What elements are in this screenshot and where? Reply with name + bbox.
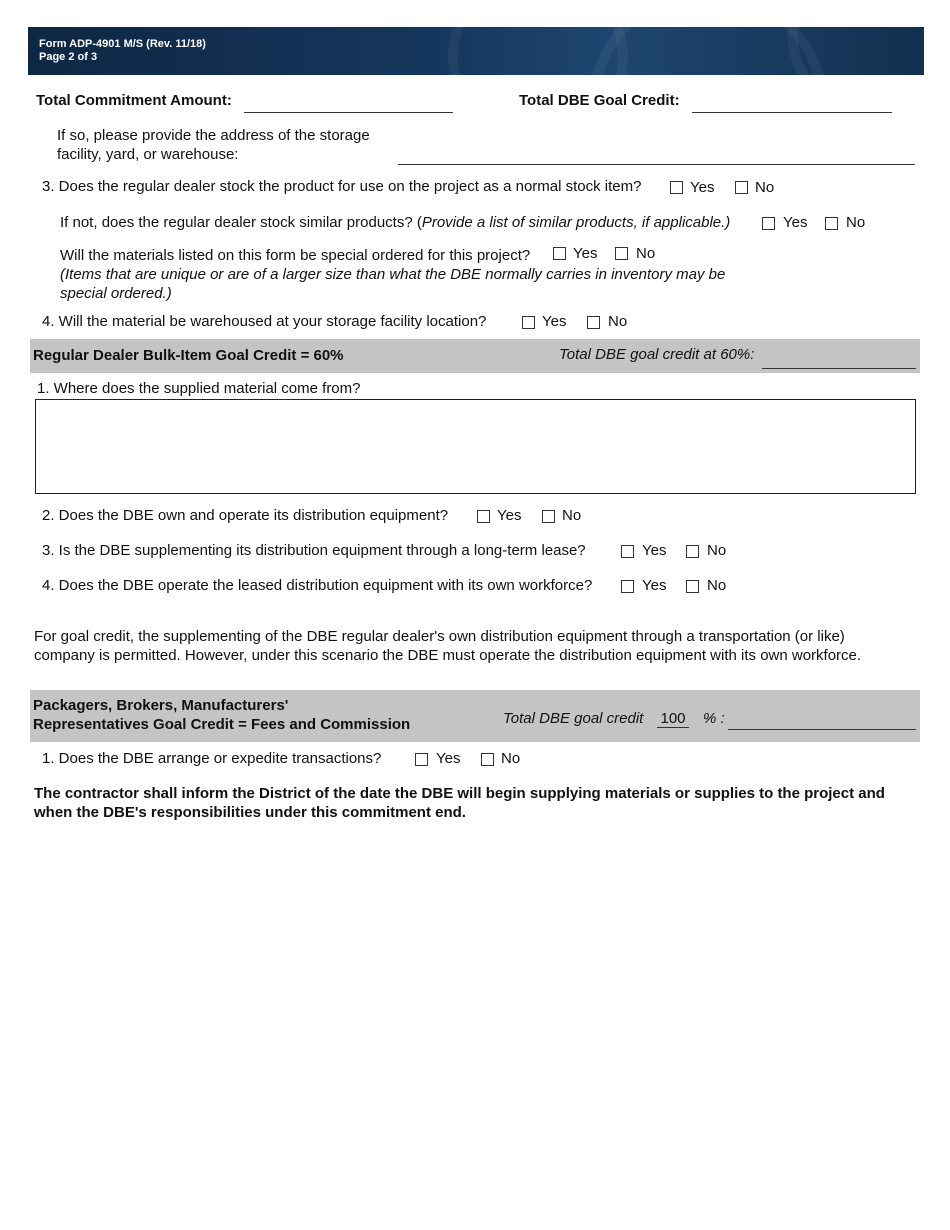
total-dbe-goal-field[interactable]	[692, 112, 892, 113]
arrange-transactions-no-checkbox[interactable]	[481, 753, 494, 766]
warehoused-no-label: No	[608, 313, 628, 330]
stock-item-question: 3. Does the regular dealer stock the product for use on the project as a normal stock item?	[42, 178, 642, 195]
packagers-percent-field[interactable]: 100	[657, 710, 689, 728]
own-equipment-question: 2. Does the DBE own and operate its distribution equipment?	[42, 507, 449, 524]
storage-prompt-line2: facility, yard, or warehouse:	[57, 146, 239, 163]
own-equipment-yes-checkbox[interactable]	[477, 510, 490, 523]
stock-item-no-checkbox[interactable]	[735, 181, 748, 194]
special-order-note-line2: special ordered.)	[60, 285, 172, 302]
warehoused-question: 4. Will the material be warehoused at your storage facility location?	[42, 313, 487, 330]
arrange-transactions-question: 1. Does the DBE arrange or expedite transactions?	[42, 750, 382, 767]
packagers-credit-label: Total DBE goal credit	[503, 710, 644, 727]
lease-yes-checkbox[interactable]	[621, 545, 634, 558]
packagers-credit-field[interactable]	[728, 729, 916, 730]
stock-item-yes-label: Yes	[690, 179, 715, 196]
warehoused-yes-checkbox[interactable]	[522, 316, 535, 329]
warehoused-no-checkbox[interactable]	[587, 316, 600, 329]
page-number: Page 2 of 3	[39, 51, 98, 63]
special-order-no-checkbox[interactable]	[615, 247, 628, 260]
arrange-transactions-yes-checkbox[interactable]	[415, 753, 428, 766]
similar-products-yes-label: Yes	[783, 214, 808, 231]
own-workforce-question: 4. Does the DBE operate the leased distribution equipment with its own workforce?	[42, 577, 593, 594]
storage-address-field[interactable]	[398, 164, 915, 165]
packagers-section-title-line2: Representatives Goal Credit = Fees and Commission	[33, 716, 411, 733]
own-equipment-yes-label: Yes	[497, 507, 522, 524]
lease-yes-label: Yes	[642, 542, 667, 559]
special-order-question: Will the materials listed on this form be special ordered for this project?	[60, 247, 531, 264]
bulk-item-credit-label: Total DBE goal credit at 60%:	[559, 346, 755, 363]
own-workforce-yes-label: Yes	[642, 577, 667, 594]
stock-item-yes-checkbox[interactable]	[670, 181, 683, 194]
packagers-section-title-line1: Packagers, Brokers, Manufacturers'	[33, 697, 289, 714]
stock-item-no-label: No	[755, 179, 775, 196]
storage-prompt-line1: If so, please provide the address of the storage	[57, 127, 370, 144]
material-source-question: 1. Where does the supplied material come from?	[37, 380, 361, 397]
own-workforce-yes-checkbox[interactable]	[621, 580, 634, 593]
lease-no-checkbox[interactable]	[686, 545, 699, 558]
own-workforce-no-label: No	[707, 577, 727, 594]
total-commitment-label: Total Commitment Amount:	[36, 92, 232, 109]
material-source-textarea[interactable]	[35, 399, 916, 494]
special-order-yes-checkbox[interactable]	[553, 247, 566, 260]
contractor-inform-note: The contractor shall inform the District of the date the DBE will begin supplying materials or supplies to the project and when the DBE's responsibilities under this commitment end.	[34, 785, 885, 821]
own-equipment-no-checkbox[interactable]	[542, 510, 555, 523]
form-id: Form ADP-4901 M/S (Rev. 11/18)	[39, 38, 206, 50]
total-commitment-field[interactable]	[244, 112, 453, 113]
similar-products-question: If not, does the regular dealer stock similar products? (Provide a list of similar products, if applicable.)	[60, 214, 731, 231]
own-equipment-no-label: No	[562, 507, 582, 524]
special-order-yes-label: Yes	[573, 245, 598, 262]
bulk-item-section-header	[30, 339, 920, 373]
special-order-no-label: No	[636, 245, 656, 262]
bulk-item-credit-field[interactable]	[762, 368, 916, 369]
arrange-transactions-yes-label: Yes	[436, 750, 461, 767]
similar-products-no-checkbox[interactable]	[825, 217, 838, 230]
goal-credit-note: For goal credit, the supplementing of the DBE regular dealer's own distribution equipment through a transportation (or like) company is permitted. However, under this scenario the DBE must operate the distribution equipment with its own workforce.	[34, 628, 862, 664]
similar-products-yes-checkbox[interactable]	[762, 217, 775, 230]
form-header	[28, 27, 924, 75]
packagers-section-header	[30, 690, 920, 742]
packagers-percent-suffix: % :	[703, 710, 725, 727]
lease-no-label: No	[707, 542, 727, 559]
bulk-item-section-title: Regular Dealer Bulk-Item Goal Credit = 60%	[33, 347, 344, 364]
arrange-transactions-no-label: No	[501, 750, 521, 767]
special-order-note-line1: (Items that are unique or are of a larger size than what the DBE normally carries in inventory may be	[60, 266, 726, 283]
similar-products-no-label: No	[846, 214, 866, 231]
warehoused-yes-label: Yes	[542, 313, 567, 330]
lease-question: 3. Is the DBE supplementing its distribution equipment through a long-term lease?	[42, 542, 586, 559]
own-workforce-no-checkbox[interactable]	[686, 580, 699, 593]
total-dbe-goal-label: Total DBE Goal Credit:	[519, 92, 680, 109]
